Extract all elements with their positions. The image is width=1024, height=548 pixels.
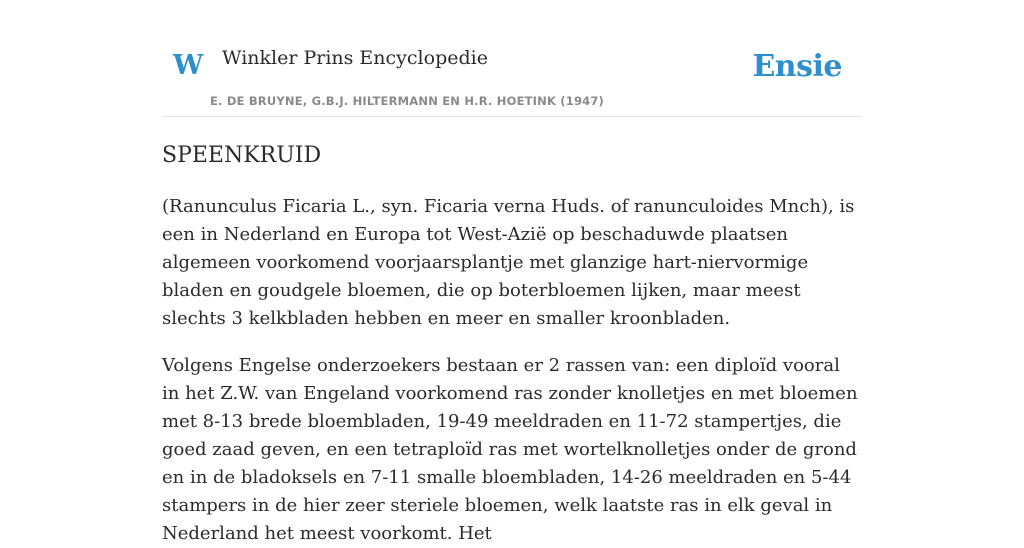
content-container: [162, 0, 862, 548]
entry-title: SPEENKRUID: [162, 143, 322, 168]
source-authors: E. DE BRUYNE, G.B.J. HILTERMANN EN H.R. HOETINK (1947): [210, 94, 605, 108]
winkler-prins-logo[interactable]: W: [173, 50, 204, 81]
source-title[interactable]: Winkler Prins Encyclopedie: [222, 47, 488, 69]
article-paragraph: Volgens Engelse onderzoekers bestaan er 2 rassen van: een diploïd vooral in het Z.W. van Engeland voorkomend ras zonder knolletjes en met bloemen met 8-13 brede bloembladen, 19-49 meeldraden en 11-72 stampertjes, die goed zaad geven, en een tetraploïd ras met wortelknolletjes onder de grond en in de bladoksels en 7-11 smalle bloembladen, 14-26 meeldraden en 5-44 stampers in de hier zeer steriele bloemen, welk laatste ras in elk geval in Nederland het meest voorkomt. Het: [162, 355, 858, 544]
ensie-brand-logo[interactable]: Ensie: [752, 49, 842, 84]
source-header: [162, 0, 862, 117]
article-paragraph: (Ranunculus Ficaria L., syn. Ficaria verna Huds. of ranunculoides Mnch), is een in Nederland en Europa tot West-Azië op beschaduwde plaatsen algemeen voorkomend voorjaarsplantje met glanzige hart-niervormige bladen en goudgele bloemen, die op boterbloemen lijken, maar meest slechts 3 kelkbladen hebben en meer en smaller kroonbladen.: [162, 196, 855, 329]
